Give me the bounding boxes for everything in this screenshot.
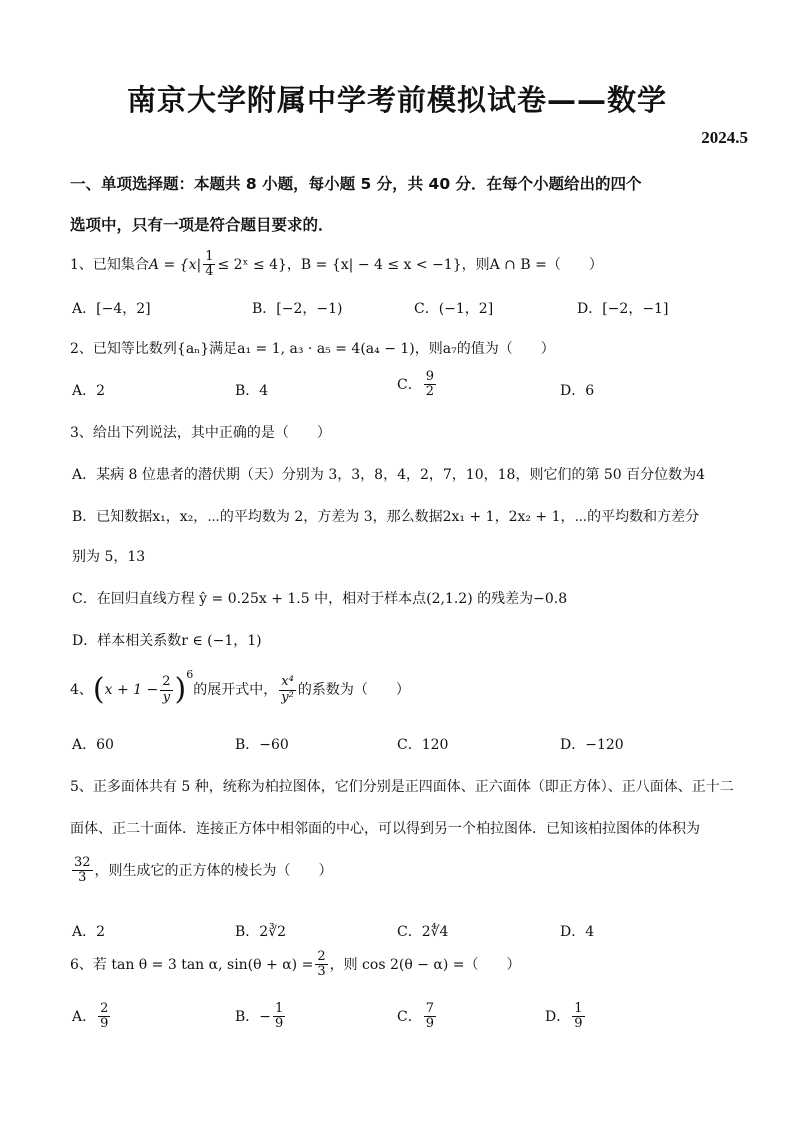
q4-coef-num: x⁴ [281,674,294,690]
q6-option-d-label: D． [545,1008,571,1025]
q1-option-d[interactable]: D．[−2，−1] [577,301,669,317]
q4-option-c[interactable]: C．120 [397,737,449,753]
q5-fraction [72,856,93,886]
q4-mid: 的展开式中， [193,682,278,698]
q4-option-b[interactable]: B．−60 [235,737,289,753]
question-5-line2: 面体、正二十面体．连接正方体中相邻面的中心，可以得到另一个柏拉图体．已知该柏拉图体的体积为 [70,821,700,837]
q6-option-c-fraction [424,1002,436,1032]
q6-option-d[interactable] [545,1002,587,1032]
q1-set-start: A = {x| [148,256,202,273]
question-5-line1: 5、正多面体共有 5 种，统称为柏拉图体，它们分别是正四面体、正六面体（即正方体）、正八面体、正十二 [70,779,734,795]
q6-optb-num: 1 [275,1001,284,1016]
q6-option-a-fraction [98,1002,110,1032]
q6-frac-den: 3 [317,964,326,980]
q6-optd-num: 1 [574,1001,583,1016]
q2-option-a[interactable]: A．2 [72,383,106,399]
q3-option-c[interactable]: C．在回归直线方程 ŷ = 0.25x + 1.5 中，相对于样本点(2,1.2) 的残差为−0.8 [72,591,568,607]
q4-frac-num: 2 [162,674,171,690]
q4-option-a[interactable]: A．60 [72,737,114,753]
q2-option-d[interactable]: D．6 [560,383,595,399]
section-heading-line2: 选项中，只有一项是符合题目要求的． [70,216,334,234]
q2-option-c-label: C． [397,376,422,393]
q6-fraction [315,950,327,980]
q4-end: 的系数为（ ） [297,682,410,698]
q4-expr-start: x + 1 − [104,682,159,698]
q6-option-b[interactable] [235,1002,287,1032]
q6-option-b-label: B．− [235,1008,272,1025]
question-5-line3 [70,856,333,886]
q5-frac-den: 3 [78,870,87,886]
question-1 [70,250,603,280]
question-4 [70,668,410,705]
q5-option-b[interactable]: B．2∛2 [235,924,287,940]
q6-opta-num: 2 [100,1001,109,1016]
q4-power: 6 [186,668,194,681]
q4-left-paren: ( [92,672,105,707]
q4-right-paren: ) [174,672,187,707]
page-title: 南京大学附属中学考前模拟试卷——数学 [126,83,667,117]
question-6 [70,950,520,980]
q6-option-d-fraction [572,1002,584,1032]
q6-optd-den: 9 [574,1016,583,1032]
q2-option-c-fraction [424,370,436,400]
q1-option-c[interactable]: C．(−1，2] [414,301,494,317]
q2-optc-den: 2 [425,384,434,400]
q5-option-d[interactable]: D．4 [560,924,595,940]
q6-optc-num: 7 [425,1001,434,1016]
q5-line3-text: ，则生成它的正方体的棱长为（ ） [94,862,333,879]
q1-frac-num: 1 [205,249,214,264]
question-3: 3、给出下列说法，其中正确的是（ ） [70,425,331,441]
q1-option-a[interactable]: A．[−4，2] [72,301,151,317]
q6-option-b-fraction [273,1002,285,1032]
q1-fraction [203,250,215,280]
q4-option-d[interactable]: D．−120 [560,737,624,753]
q6-optc-den: 9 [425,1016,434,1032]
exam-date: 2024.5 [701,128,748,147]
q3-option-b-line1[interactable]: B．已知数据x₁，x₂，⋯的平均数为 2，方差为 3，那么数据2x₁ + 1，2x₂ + 1，⋯的平均数和方差分 [72,509,700,525]
q6-text-end: ，则 cos 2(θ − α) =（ ） [329,956,521,973]
q3-option-d[interactable]: D．样本相关系数r ∈ (−1，1) [72,633,262,649]
q6-option-a[interactable] [72,1002,112,1032]
q6-opta-den: 9 [100,1016,109,1032]
section-heading-line1: 一、单项选择题：本题共 8 小题，每小题 5 分，共 40 分．在每个小题给出的四个 [70,175,642,193]
q4-fraction [160,675,172,705]
q5-option-c[interactable]: C．2∜4 [397,924,449,940]
q6-option-c-label: C． [397,1008,422,1025]
q6-frac-num: 2 [317,949,326,964]
q1-option-b[interactable]: B．[−2，−1) [252,301,343,317]
q4-coef-fraction [279,675,296,705]
q1-set-end: ≤ 2ˣ ≤ 4}，B = {x| − 4 ≤ x < −1}，则A ∩ B =（ ） [217,256,603,273]
q1-frac-den: 4 [205,264,214,280]
q2-option-c[interactable] [397,370,438,400]
question-2: 2、已知等比数列{aₙ}满足a₁ = 1, a₃ · a₅ = 4(a₄ − 1)，则a₇的值为（ ） [70,341,555,357]
q4-coef-den: y² [281,689,294,705]
q6-option-a-label: A． [72,1008,97,1025]
q5-frac-num: 32 [74,855,91,870]
q1-prefix: 1、已知集合 [70,256,149,273]
q6-optb-den: 9 [275,1016,284,1032]
q6-text-start: 6、若 tan θ = 3 tan α, sin(θ + α) = [70,956,314,973]
q2-option-b[interactable]: B．4 [235,383,269,399]
q2-optc-num: 9 [425,369,434,384]
q3-option-a[interactable]: A．某病 8 位患者的潜伏期（天）分别为 3，3，8，4，2，7，10，18，则它们的第 50 百分位数为4 [72,467,706,483]
q4-prefix: 4、 [70,682,93,698]
q4-frac-den: y [162,689,171,705]
q6-option-c[interactable] [397,1002,438,1032]
q3-option-b-line2: 别为 5，13 [72,549,146,565]
q5-option-a[interactable]: A．2 [72,924,106,940]
